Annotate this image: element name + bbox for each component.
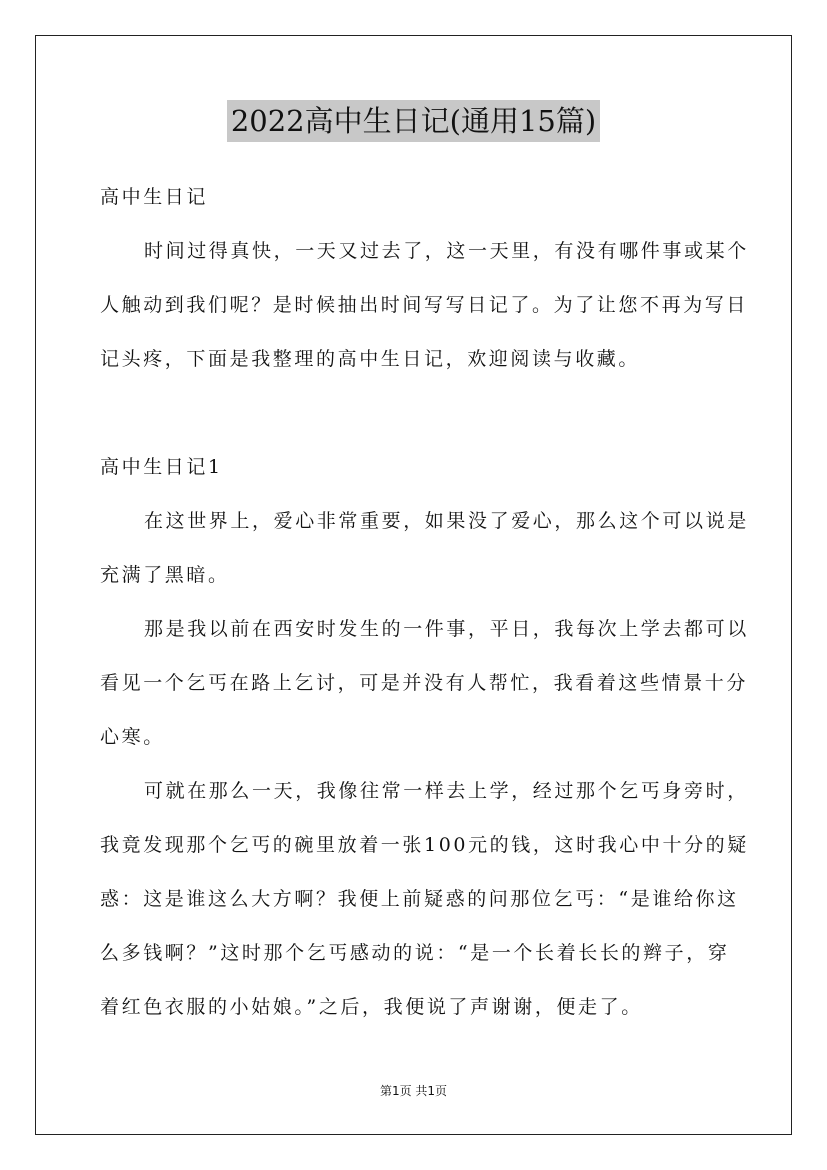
- intro-line: 记头疼，下面是我整理的高中生日记，欢迎阅读与收藏。: [100, 348, 641, 370]
- paragraph-line: 心寒。: [100, 726, 165, 748]
- paragraph-line: 惑：这是谁这么大方啊？我便上前疑惑的问那位乞丐：“是谁给你这: [100, 888, 739, 910]
- document-title: 2022高中生日记(通用15篇): [227, 100, 600, 142]
- document-body: [100, 170, 749, 1034]
- paragraph-line: 那是我以前在西安时发生的一件事，平日，我每次上学去都可以: [144, 618, 749, 640]
- title-container: [0, 100, 827, 142]
- paragraph-line: 在这世界上，爱心非常重要，如果没了爱心，那么这个可以说是: [144, 510, 749, 532]
- page-footer: [0, 1082, 827, 1099]
- paragraph-line: 看见一个乞丐在路上乞讨，可是并没有人帮忙，我看着这些情景十分: [100, 672, 749, 694]
- paragraph-line: 充满了黑暗。: [100, 564, 230, 586]
- paragraph-line: 么多钱啊？”这时那个乞丐感动的说：“是一个长着长长的辫子，穿: [100, 942, 730, 964]
- paragraph-line: 我竟发现那个乞丐的碗里放着一张100元的钱，这时我心中十分的疑: [100, 834, 749, 856]
- paragraph-line: 可就在那么一天，我像往常一样去上学，经过那个乞丐身旁时，: [144, 780, 749, 802]
- section-heading: 高中生日记1: [100, 456, 223, 478]
- paragraph-gap: [100, 386, 728, 440]
- intro-heading: 高中生日记: [100, 186, 209, 208]
- paragraph-line: 着红色衣服的小姑娘。”之后，我便说了声谢谢，便走了。: [100, 996, 643, 1018]
- intro-line: 人触动到我们呢？是时候抽出时间写写日记了。为了让您不再为写日: [100, 294, 749, 316]
- page-number-label: 第1页 共1页: [379, 1084, 448, 1098]
- intro-line: 时间过得真快，一天又过去了，这一天里，有没有哪件事或某个: [144, 240, 749, 262]
